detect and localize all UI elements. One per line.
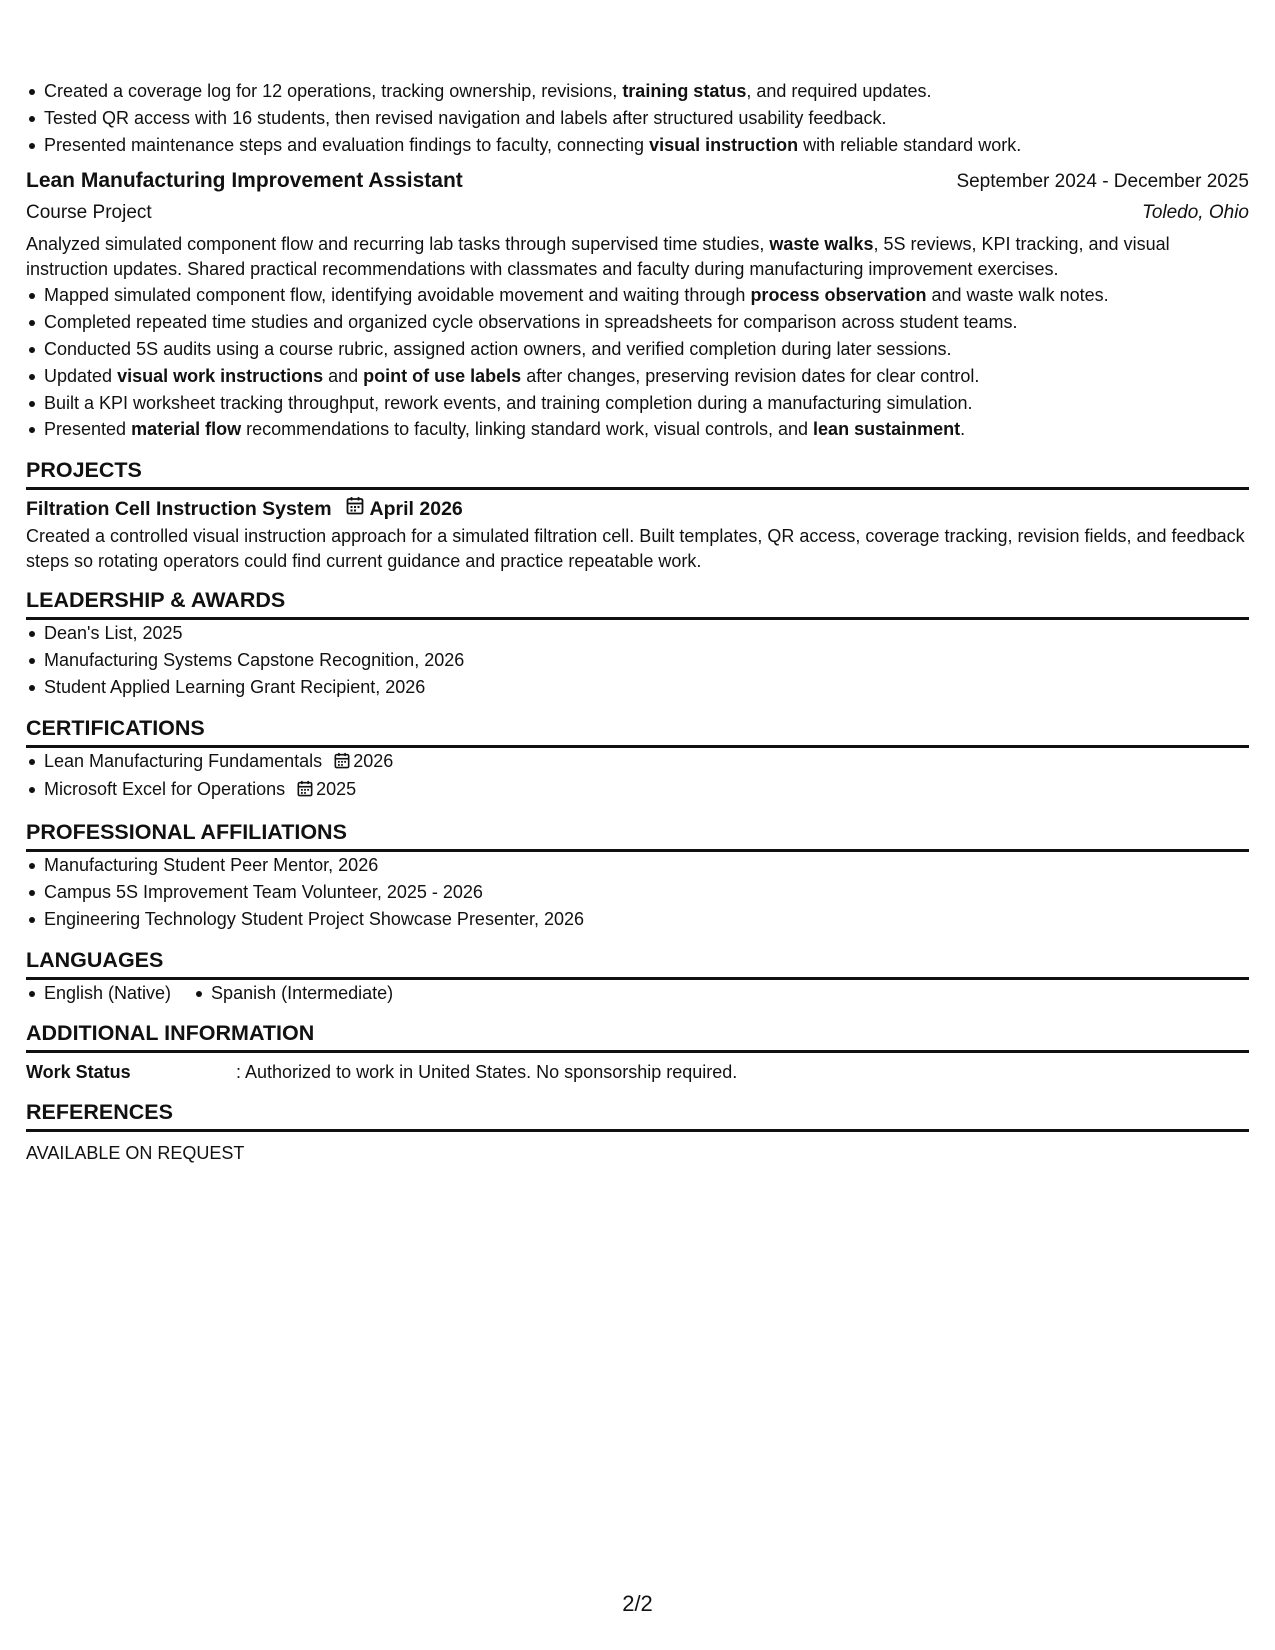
job-bullets (26, 282, 1249, 443)
list-item: Created a coverage log for 12 operations, tracking ownership, revisions, training status, and required updates. (44, 78, 1249, 105)
job-summary: Analyzed simulated component flow and recurring lab tasks through supervised time studies, waste walks, 5S reviews, KPI tracking, and visual instruction updates. Shared practical recommendations with classmates and faculty during manufacturing improvement exercises. (26, 234, 1170, 279)
certification-year: 2025 (316, 779, 357, 800)
job-type: Course Project (26, 202, 152, 224)
calendar-icon (334, 750, 350, 777)
list-item: Engineering Technology Student Project Showcase Presenter, 2026 (44, 906, 1249, 933)
list-item: Presented maintenance steps and evaluation findings to faculty, connecting visual instruction with reliable standard work. (44, 132, 1249, 159)
job-dates: September 2024 - December 2025 (956, 171, 1249, 193)
certification-year: 2026 (353, 750, 394, 771)
list-item: Completed repeated time studies and organized cycle observations in spreadsheets for comparison across student teams. (44, 309, 1249, 336)
section-title-additional: ADDITIONAL INFORMATION (26, 1018, 1249, 1053)
list-item: Built a KPI worksheet tracking throughput, rework events, and training completion during a manufacturing simulation. (44, 390, 1249, 417)
list-item: Tested QR access with 16 students, then revised navigation and labels after structured usability feedback. (44, 105, 1249, 132)
work-status-label: Work Status (26, 1062, 131, 1083)
section-title-affiliations: PROFESSIONAL AFFILIATIONS (26, 817, 1249, 852)
list-item: Conducted 5S audits using a course rubric, assigned action owners, and verified completion during later sessions. (44, 336, 1249, 363)
calendar-icon (346, 495, 364, 523)
section-title-languages: LANGUAGES (26, 945, 1249, 980)
awards-list (26, 620, 1249, 700)
section-title-leadership: LEADERSHIP & AWARDS (26, 585, 1249, 620)
languages-list (26, 980, 1249, 1007)
job-title: Lean Manufacturing Improvement Assistant (26, 169, 463, 193)
project-description: Created a controlled visual instruction approach for a simulated filtration cell. Built templates, QR access, coverage tracking, revision fields, and feedback steps so rotating operators could find current guidance and practice repeatable work. (26, 526, 1245, 571)
certifications-list (26, 748, 1249, 806)
project-date: April 2026 (369, 498, 463, 521)
work-status-row (26, 1059, 1249, 1085)
list-item: Presented material flow recommendations to faculty, linking standard work, visual controls, and lean sustainment. (44, 416, 1249, 443)
certification-name: Lean Manufacturing Fundamentals (44, 750, 323, 771)
list-item: English (Native) (44, 980, 171, 1007)
list-item: Manufacturing Student Peer Mentor, 2026 (44, 852, 1249, 879)
section-title-projects: PROJECTS (26, 455, 1249, 490)
references-text: AVAILABLE ON REQUEST (26, 1143, 245, 1164)
list-item: Mapped simulated component flow, identifying avoidable movement and waiting through process observation and waste walk notes. (44, 282, 1249, 309)
project-title: Filtration Cell Instruction System (26, 498, 332, 521)
list-item: Updated visual work instructions and point of use labels after changes, preserving revision dates for clear control. (44, 363, 1249, 390)
section-title-certifications: CERTIFICATIONS (26, 713, 1249, 748)
experience-bullets-continued (26, 78, 1249, 158)
list-item: Manufacturing Systems Capstone Recognition, 2026 (44, 647, 1249, 674)
affiliations-list (26, 852, 1249, 932)
list-item: Spanish (Intermediate) (211, 980, 393, 1007)
experience-entry (26, 165, 1249, 443)
certification-name: Microsoft Excel for Operations (44, 779, 286, 800)
list-item (44, 776, 1249, 805)
calendar-icon (297, 778, 313, 805)
projects-section (26, 495, 1249, 573)
section-title-references: REFERENCES (26, 1097, 1249, 1132)
work-status-value: : Authorized to work in United States. No sponsorship required. (236, 1062, 738, 1083)
job-location: Toledo, Ohio (1141, 202, 1249, 224)
project-entry (26, 495, 1249, 523)
resume-page (26, 78, 1249, 1166)
list-item (44, 748, 1249, 777)
list-item: Campus 5S Improvement Team Volunteer, 2025 - 2026 (44, 879, 1249, 906)
page-number: 2/2 (622, 1591, 653, 1616)
list-item: Student Applied Learning Grant Recipient, 2026 (44, 674, 1249, 701)
list-item: Dean's List, 2025 (44, 620, 1249, 647)
